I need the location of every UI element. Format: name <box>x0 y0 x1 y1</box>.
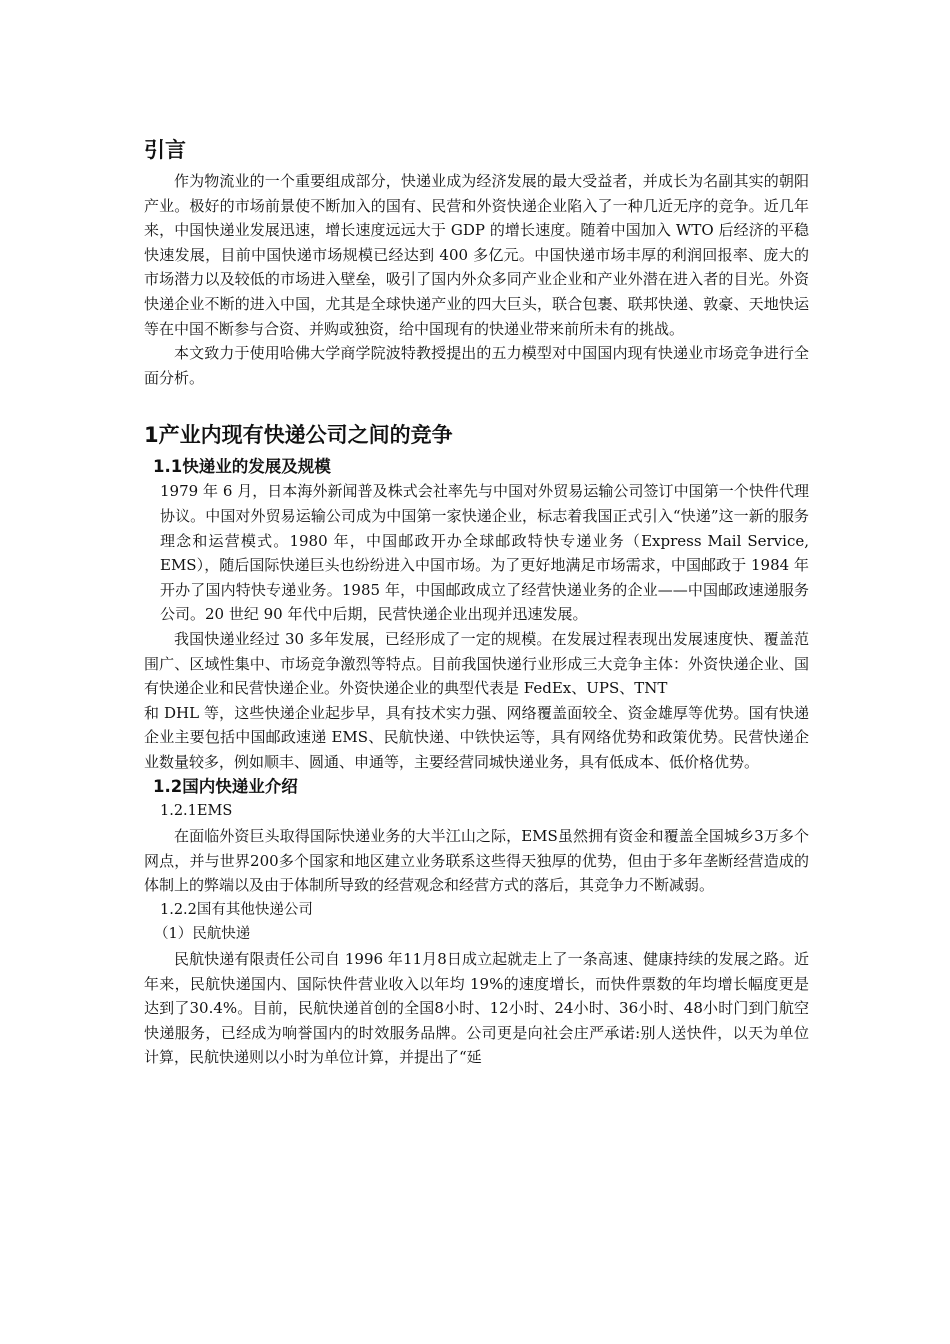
item-1-heading: （1）民航快递 <box>154 926 251 943</box>
document-body <box>144 135 809 1070</box>
section-1-2-2-heading: 1.2.2国有其他快递公司 <box>160 901 313 918</box>
intro-heading: 引言 <box>144 138 186 162</box>
section-1-heading: 1产业内现有快递公司之间的竞争 <box>144 423 453 448</box>
intro-paragraph-2: 本文致力于使用哈佛大学商学院波特教授提出的五力模型对中国国内现有快递业市场竞争进行全面分析。 <box>144 344 809 387</box>
section-1-1-paragraph-2a: 我国快递业经过 30 多年发展，已经形成了一定的规模。在发展过程表现出发展速度快、覆盖范围广、区域性集中、市场竞争激烈等特点。目前我国快递行业形成三大竞争主体：外资快递企业、国有快递企业和民营快递企业。外资快递企业的典型代表是 FedEx、UPS、TNT <box>144 629 809 698</box>
section-1-1-paragraph-2b: 和 DHL 等，这些快递企业起步早，具有技术实力强、网络覆盖面较全、资金雄厚等优势。国有快递企业主要包括中国邮政速递 EMS、民航快递、中铁快运等，具有网络优势和政策优势。民营快递企业数量较多，例如顺丰、圆通、申通等，主要经营同城快递业务，具有低成本、低价格优势。 <box>144 703 809 771</box>
item-1-paragraph: 民航快递有限责任公司自 1996 年11月8日成立起就走上了一条高速、健康持续的发展之路。近年来，民航快递国内、国际快件营业收入以年均 19%的速度增长，而快件票数的年均增长幅度更是达到了30.4%。目前，民航快递首创的全国8小时、12小时、24小时、36小时、48小时门到门航空快递服务，已经成为响誉国内的时效服务品牌。公司更是向社会庄严承诺:别人送快件，以天为单位计算，民航快递则以小时为单位计算，并提出了“延 <box>144 950 809 1067</box>
intro-paragraph-1: 作为物流业的一个重要组成部分，快递业成为经济发展的最大受益者，并成长为名副其实的朝阳产业。极好的市场前景使不断加入的国有、民营和外资快递企业陷入了一种几近无序的竞争。近几年来，中国快递业发展迅速，增长速度远远大于 GDP 的增长速度。随着中国加入 WTO 后经济的平稳快速发展，目前中国快递市场规模已经达到 400 多亿元。中国快递市场丰厚的利润回报率、庞大的市场潜力以及较低的市场进入壁垒，吸引了国内外众多同产业企业和产业外潜在进入者的目光。外资快递企业不断的进入中国，尤其是全球快递产业的四大巨头，联合包裹、联邦快递、敦豪、天地快运等在中国不断参与合资、并购或独资，给中国现有的快递业带来前所未有的挑战。 <box>144 172 809 338</box>
section-1-1-paragraph-1: 1979 年 6 月，日本海外新闻普及株式会社率先与中国对外贸易运输公司签订中国第一个快件代理协议。中国对外贸易运输公司成为中国第一家快递企业，标志着我国正式引入“快递”这一新的服务理念和运营模式。1980 年，中国邮政开办全球邮政特快专递业务（Express Mail Service, EMS），随后国际快递巨头也纷纷进入中国市场。为了更好地满足市场需求，中国邮政于 1984 年开办了国内特快专递业务。1985 年，中国邮政成立了经营快递业务的企业——中国邮政速递服务公司。20 世纪 90 年代中后期，民营快递企业出现并迅速发展。 <box>160 482 809 624</box>
section-1-1-heading: 1.1快递业的发展及规模 <box>153 457 331 477</box>
section-1-2-1-heading: 1.2.1EMS <box>160 803 233 820</box>
section-1-2-1-paragraph: 在面临外资巨头取得国际快递业务的大半江山之际，EMS虽然拥有资金和覆盖全国城乡3万多个网点，并与世界200多个国家和地区建立业务联系这些得天独厚的优势，但由于多年垄断经营造成的体制上的弊端以及由于体制所导致的经营观念和经营方式的落后，其竞争力不断减弱。 <box>144 827 809 895</box>
section-1-2-heading: 1.2国内快递业介绍 <box>153 777 298 797</box>
